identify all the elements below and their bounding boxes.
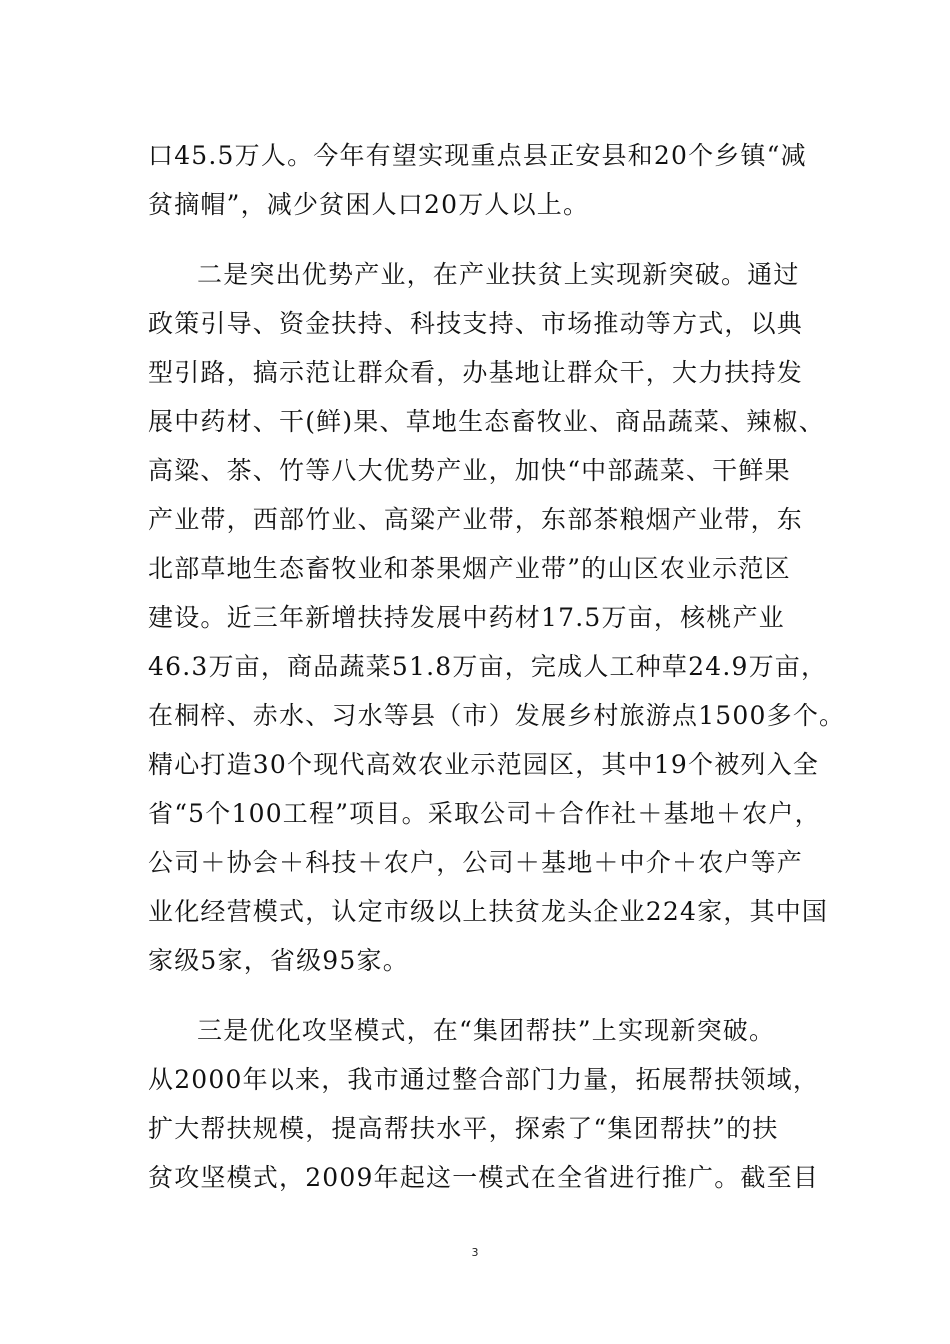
text-line: 二是突出优势产业，在产业扶贫上实现新突破。通过 [197,260,800,289]
text-line: 政策引导、资金扶持、科技支持、市场推动等方式，以典 [148,309,804,338]
text-line: 建设。近三年新增扶持发展中药材17.5万亩，核桃产业 [148,603,785,632]
page-number: 3 [471,1246,479,1259]
text-line: 精心打造30个现代高效农业示范园区，其中19个被列入全 [148,750,820,779]
text-line: 扩大帮扶规模，提高帮扶水平，探索了“集团帮扶”的扶 [148,1114,779,1143]
text-line: 北部草地生态畜牧业和茶果烟产业带”的山区农业示范区 [148,554,791,583]
text-line: 三是优化攻坚模式，在“集团帮扶”上实现新突破。 [197,1016,776,1045]
text-line: 业化经营模式，认定市级以上扶贫龙头企业224家，其中国 [148,897,829,926]
text-line: 展中药材、干(鲜)果、草地生态畜牧业、商品蔬菜、辣椒、 [148,407,825,436]
text-line: 贫摘帽”，减少贫困人口20万人以上。 [148,190,590,219]
text-line: 高粱、茶、竹等八大优势产业，加快“中部蔬菜、干鲜果 [148,456,791,485]
text-line: 贫攻坚模式，2009年起这一模式在全省进行推广。截至目 [148,1163,820,1192]
text-line: 公司＋协会＋科技＋农户，公司＋基地＋中介＋农户等产 [148,848,804,877]
text-line: 型引路，搞示范让群众看，办基地让群众干，大力扶持发 [148,358,804,387]
text-line: 产业带，西部竹业、高粱产业带，东部茶粮烟产业带，东 [148,505,804,534]
text-line: 省“5个100工程”项目。采取公司＋合作社＋基地＋农户， [148,799,821,828]
text-line: 口45.5万人。今年有望实现重点县正安县和20个乡镇“减 [148,141,807,170]
text-line: 在桐梓、赤水、习水等县（市）发展乡村旅游点1500多个。 [148,701,846,730]
text-line: 46.3万亩，商品蔬菜51.8万亩，完成人工种草24.9万亩， [148,652,828,681]
text-line: 从2000年以来，我市通过整合部门力量，拓展帮扶领域， [148,1065,820,1094]
text-line: 家级5家，省级95家。 [148,946,409,975]
